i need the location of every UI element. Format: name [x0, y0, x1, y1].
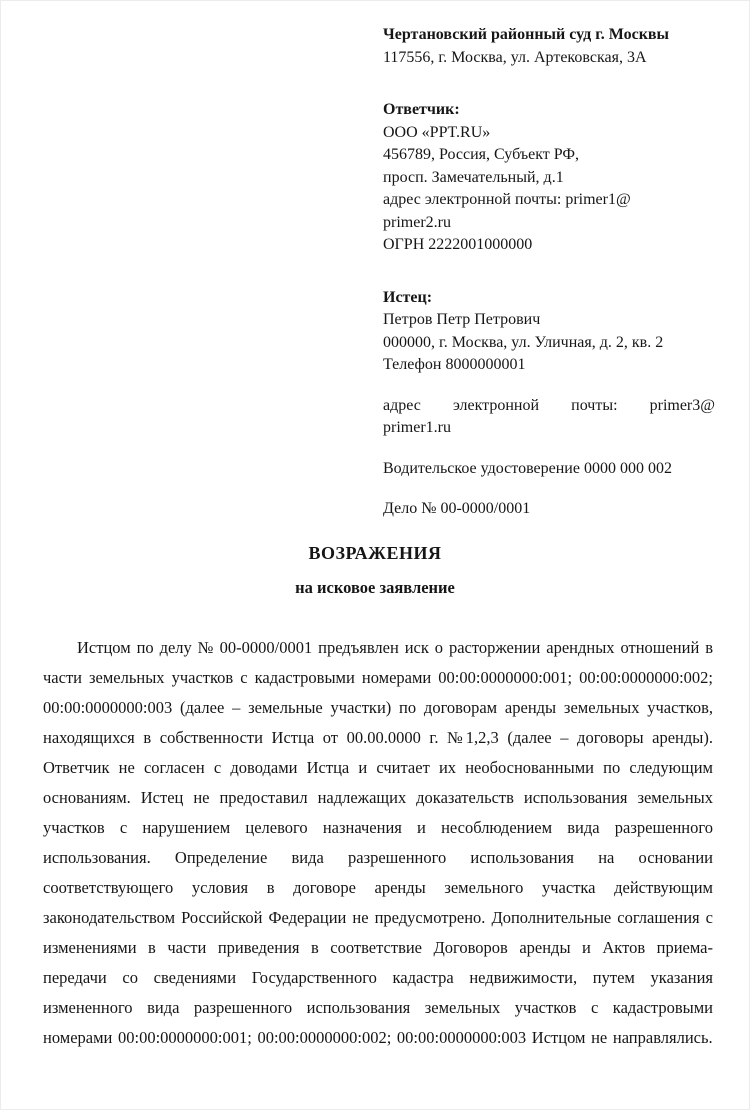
respondent-block — [383, 99, 715, 257]
plaintiff-block — [383, 287, 715, 521]
respondent-company: ООО «PPT.RU» — [383, 123, 491, 141]
respondent-label: Ответчик: — [383, 101, 460, 118]
header-address-column — [383, 24, 715, 521]
plaintiff-driver-license: Водительское удостоверение 0000 000 002 — [383, 459, 672, 477]
plaintiff-email-line1: адрес электронной почты: primer3@ — [383, 396, 715, 414]
document-title: ВОЗРАЖЕНИЯ — [308, 543, 442, 563]
respondent-address-line1: 456789, Россия, Субъект РФ, — [383, 146, 580, 163]
court-address: 117556, г. Москва, ул. Артековская, 3А — [383, 48, 647, 66]
court-block — [383, 24, 715, 69]
respondent-ogrn: ОГРН 2222001000000 — [383, 236, 533, 253]
case-number: Дело № 00-0000/0001 — [383, 500, 531, 517]
plaintiff-phone: Телефон 8000000001 — [383, 356, 526, 373]
court-name: Чертановский районный суд г. Москвы — [383, 26, 670, 43]
plaintiff-email-group — [383, 395, 715, 440]
plaintiff-label: Истец: — [383, 288, 433, 306]
body-paragraph: Истцом по делу № 00-0000/0001 предъявлен иск о расторжении арендных отношений в части земельных участков с кадастровыми номерами 00:00:0000000:001; 00:00:0000000:002; 00:00:0000000:003 (далее – земельные участки) по договорам аренды земельных участков, находящихся в собственности Истца от 00.00.0000 г. №1,2,3 (далее – договоры аренды). Ответчик не согласен с доводами Истца и считает их необоснованными по следующим основаниям. Истец не предоставил надлежащих доказательств использования земельных участков с нарушением целевого назначения и несоблюдением вида разрешенного использования. Определение вида разрешенного использования на основании соответствующего условия в договоре аренды земельного участка действующим законодательством Российской Федерации не предусмотрено. Дополнительные соглашения с изменениями в части приведения в соответствие Договоров аренды и Актов приема-передачи со сведениями Государственного кадастра недвижимости, путем указания измененного вида разрешенного использования земельных участков с кадастровыми номерами 00:00:0000000:001; 00:00:0000000:002; 00:00:0000000:003 Истцом не направлялись. — [43, 638, 713, 1047]
respondent-address-line2: просп. Замечательный, д.1 — [383, 168, 564, 186]
plaintiff-name: Петров Петр Петрович — [383, 311, 541, 328]
plaintiff-email-line2: primer1.ru — [383, 419, 451, 436]
plaintiff-address: 000000, г. Москва, ул. Уличная, д. 2, кв. 2 — [383, 333, 664, 351]
respondent-email-line1: адрес электронной почты: primer1@ — [383, 191, 631, 208]
document-subtitle: на исковое заявление — [295, 578, 455, 597]
respondent-email-line2: primer2.ru — [383, 213, 451, 231]
